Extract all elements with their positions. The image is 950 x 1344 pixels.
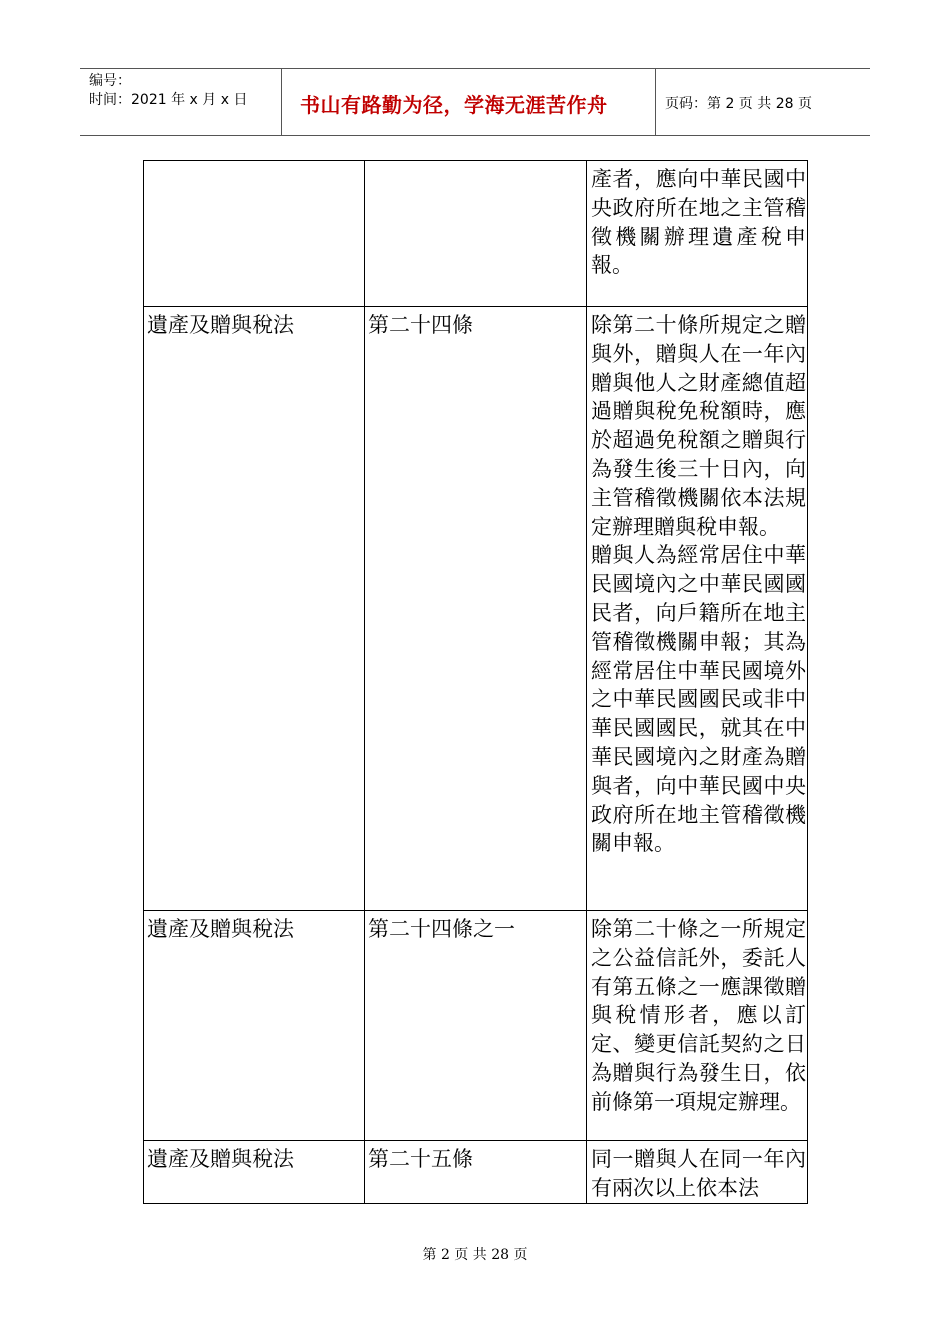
header-divider [281, 68, 282, 135]
law-name-cell [144, 911, 365, 1141]
article-text-cell [587, 161, 808, 307]
document-date: 时间：2021 年 x 月 x 日 [89, 92, 248, 108]
law-name-cell [144, 1141, 365, 1204]
footer-page-number: 第 2 页 共 28 页 [422, 1247, 528, 1263]
article-number: 第二十四條之一 [368, 917, 515, 941]
header-bottom-rule [80, 135, 870, 136]
article-paragraph: 除第二十條所規定之贈與外，贈與人在一年內贈與他人之財產總值超過贈與稅免稅額時，應於超過免稅額之贈與行為發生後三十日內，向主管稽徵機關依本法規定辦理贈與稅申報。 [591, 313, 806, 539]
law-name-cell [144, 161, 365, 307]
table-row [144, 911, 808, 1141]
article-cell [365, 911, 587, 1141]
article-text-cell [587, 1141, 808, 1204]
article-cell [365, 307, 587, 911]
article-paragraph: 產者，應向中華民國中央政府所在地之主管稽徵機關辦理遺產稅申報。 [591, 167, 806, 278]
article-paragraph: 同一贈與人在同一年內有兩次以上依本法 [591, 1147, 806, 1200]
header-page-number: 页码：第 2 页 共 28 页 [665, 96, 812, 112]
table-row [144, 1141, 808, 1204]
article-cell [365, 161, 587, 307]
law-name: 遺產及贈與稅法 [147, 313, 294, 337]
document-code-label: 编号： [89, 73, 131, 89]
law-name: 遺產及贈與稅法 [147, 917, 294, 941]
law-name-cell [144, 307, 365, 911]
header-divider [655, 68, 656, 135]
article-paragraph: 除第二十條之一所規定之公益信託外，委託人有第五條之一應課徵贈與稅情形者，應以訂定、變更信託契約之日為贈與行為發生日，依前條第一項規定辦理。 [591, 917, 806, 1114]
law-name: 遺產及贈與稅法 [147, 1147, 294, 1171]
table-row [144, 161, 808, 307]
article-number [365, 161, 586, 165]
header-motto: 书山有路勤为径，学海无涯苦作舟 [300, 93, 608, 117]
article-text-cell [587, 911, 808, 1141]
article-paragraph: 贈與人為經常居住中華民國境內之中華民國國民者，向戶籍所在地主管稽徵機關申報；其為經常居住中華民國境外之中華民國國民或非中華民國國民，就其在中華民國境內之財產為贈與者，向中華民國中央政府所在地主管稽徵機關申報。 [591, 543, 806, 856]
article-text-cell [587, 307, 808, 911]
header-top-rule [80, 68, 870, 69]
table-row [144, 307, 808, 911]
article-cell [365, 1141, 587, 1204]
article-number: 第二十五條 [368, 1147, 473, 1171]
law-articles-table [143, 160, 808, 1204]
law-name [144, 161, 364, 165]
article-number: 第二十四條 [368, 313, 473, 337]
